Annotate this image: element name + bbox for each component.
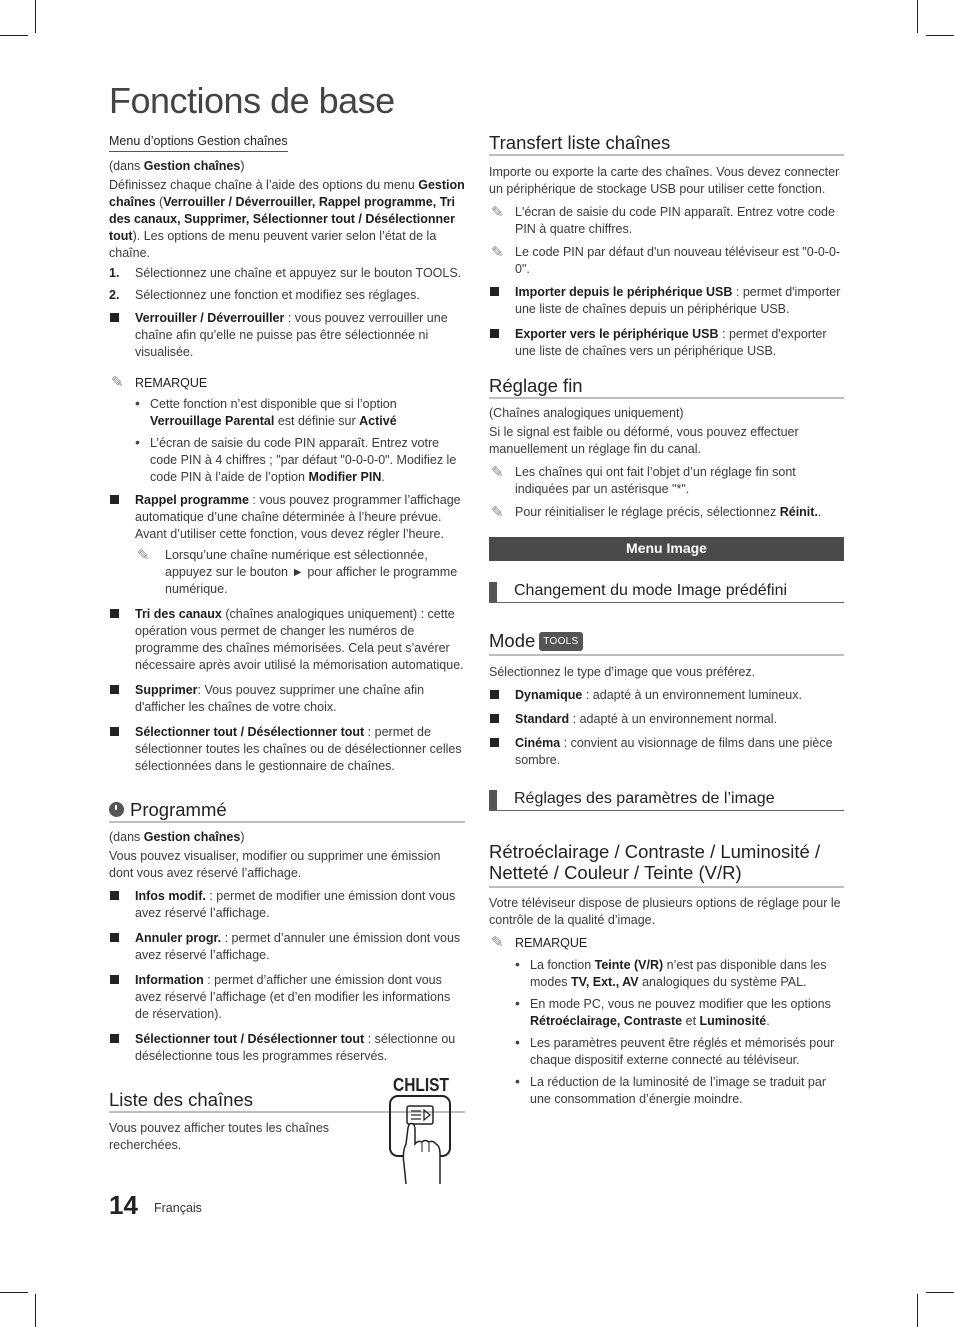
crop-mark [35, 0, 36, 33]
programme-intro: Vous pouvez visualiser, modifier ou supprimer une émission dont vous avez réservé l’affichage. [109, 849, 441, 880]
retro-heading: Rétroéclairage / Contraste / Luminosité / Netteté / Couleur / Teinte (V/R) [489, 841, 844, 888]
pencil-icon: ✎ [491, 204, 504, 221]
pencil-icon: ✎ [137, 547, 150, 564]
crop-mark [35, 1294, 36, 1327]
transfert-note: ✎ L'écran de saisie du code PIN apparaît. Entrez votre code PIN à quatre chiffres. [491, 204, 835, 236]
pencil-icon: ✎ [491, 244, 504, 261]
crop-mark [926, 1292, 954, 1293]
transfert-intro: Importe ou exporte la carte des chaînes. Vous devez connecter un périphérique de stockage USB pour utiliser cette fonction. [489, 165, 840, 196]
reglage-note: ✎ Les chaînes qui ont fait l’objet d’un réglage fin sont indiquées par un astérisque "*". [491, 464, 796, 496]
crop-mark [917, 1294, 918, 1327]
bullet-rappel: Rappel programme : vous pouvez programmer l’affichage automatique d’une chaîne déterminée à l’heure prévue. Avant d’utiliser cette fonction, vous devez régler l’heure. [109, 492, 465, 543]
menu-context: (dans Gestion chaînes) [109, 159, 245, 173]
mode-item: Cinéma : convient au visionnage de films dans une pièce sombre. [489, 735, 844, 769]
rappel-note: ✎ Lorsqu’une chaîne numérique est sélectionnée, appuyez sur le bouton ► pour afficher le programme numérique. [137, 547, 458, 596]
mode-heading: Mode TOOLS [489, 632, 844, 656]
reglage-context: (Chaînes analogiques uniquement) [489, 406, 684, 420]
mode-item: Dynamique : adapté à un environnement lumineux. [489, 687, 844, 704]
step-1: 1. Sélectionnez une chaîne et appuyez sur le bouton TOOLS. [109, 266, 462, 280]
transfert-note: ✎ Le code PIN par défaut d'un nouveau téléviseur est "0-0-0-0". [491, 244, 841, 276]
programme-context: (dans Gestion chaînes) [109, 830, 245, 844]
remarque-heading: ✎ REMARQUE [111, 374, 208, 391]
hand-icon [403, 1124, 440, 1185]
pencil-icon: ✎ [491, 934, 504, 951]
section-heading: Réglages des paramètres de l’image [489, 790, 844, 811]
note-bullet: • Les paramètres peuvent être réglés et mémorisés pour chaque dispositif externe connecté au téléviseur. [515, 1034, 835, 1067]
liste-text: Vous pouvez afficher toutes les chaînes recherchées. [109, 1121, 330, 1152]
menu-image-band: Menu Image [489, 537, 844, 561]
clock-icon [109, 802, 124, 817]
transfert-heading: Transfert liste chaînes [489, 134, 844, 156]
crop-mark [926, 35, 954, 36]
menu-intro: Définissez chaque chaîne à l’aide des options du menu Gestion chaînes (Verrouiller / Déverrouiller, Rappel programme, Tri des canaux, Supprimer, Sélectionner tout / Désélectionner tout). Les options de menu peuvent varier selon l’état de la chaîne. [109, 178, 465, 260]
crop-mark [0, 1292, 28, 1293]
page-language: Français [154, 1201, 202, 1215]
right-column [489, 131, 844, 1108]
chlist-label: CHLIST [393, 1075, 449, 1095]
programme-item: Information : permet d’afficher une émission dont vous avez réservé l’affichage (et d’en modifier les informations de réservation). [109, 972, 465, 1023]
note-bullet: • La réduction de la luminosité de l’image se traduit par une consommation d’énergie moindre. [515, 1073, 827, 1106]
mode-item: Standard : adapté à un environnement normal. [489, 711, 844, 728]
transfert-item: Exporter vers le périphérique USB : permet d'exporter une liste de chaînes vers un périphérique USB. [489, 326, 844, 360]
liste-heading: Liste des chaînes [109, 1091, 465, 1113]
note-bullet: • L’écran de saisie du code PIN apparaît. Entrez votre code PIN à 4 chiffres ; "par défaut "0-0-0-0". Modifiez le code PIN à l’aide de l’option Modifier PIN. [135, 434, 457, 484]
bullet-verrouiller: Verrouiller / Déverrouiller : vous pouvez verrouiller une chaîne afin qu’elle ne puisse pas être sélectionnée ni visualisée. [109, 310, 465, 361]
crop-mark [917, 0, 918, 33]
chlist-remote-illustration [384, 1072, 464, 1184]
pencil-icon: ✎ [491, 504, 504, 521]
note-bullet: • En mode PC, vous ne pouvez modifier que les options Rétroéclairage, Contraste et Luminosité. [515, 995, 831, 1028]
programme-item: Annuler progr. : permet d’annuler une émission dont vous avez réservé l’affichage. [109, 930, 465, 964]
crop-mark [0, 35, 28, 36]
reglage-heading: Réglage fin [489, 377, 844, 399]
pencil-icon: ✎ [491, 464, 504, 481]
programme-item: Infos modif. : permet de modifier une émission dont vous avez réservé l’affichage. [109, 888, 465, 922]
mode-intro: Sélectionnez le type d’image que vous préférez. [489, 665, 756, 679]
note-bullet: • La fonction Teinte (V/R) n’est pas disponible dans les modes TV, Ext., AV analogiques du système PAL. [515, 956, 827, 989]
programme-heading: Programmé [109, 801, 465, 823]
retro-intro: Votre téléviseur dispose de plusieurs options de réglage pour le contrôle de la qualité d’image. [489, 896, 841, 927]
bullet-supprimer: Supprimer: Vous pouvez supprimer une chaîne afin d'afficher les chaînes de votre choix. [109, 682, 465, 716]
note-bullet: • Cette fonction n’est disponible que si l’option Verrouillage Parental est définie sur Activé [135, 395, 397, 428]
pencil-icon: ✎ [111, 374, 124, 391]
page-number: 14 [109, 1190, 138, 1220]
section-heading: Changement du mode Image prédéfini [489, 582, 844, 603]
tools-badge: TOOLS [539, 632, 582, 651]
reglage-note: ✎ Pour réinitialiser le réglage précis, sélectionnez Réinit.. [491, 504, 822, 521]
transfert-item: Importer depuis le périphérique USB : permet d'importer une liste de chaînes depuis un périphérique USB. [489, 284, 844, 318]
step-2: 2. Sélectionnez une fonction et modifiez ses réglages. [109, 288, 420, 302]
reglage-intro: Si le signal est faible ou déformé, vous pouvez effectuer manuellement un réglage fin du canal. [489, 425, 799, 456]
page-title: Fonctions de base [109, 80, 395, 121]
remarque-heading: ✎ REMARQUE [491, 934, 588, 951]
bullet-selectionner: Sélectionner tout / Désélectionner tout : permet de sélectionner toutes les chaînes ou de désélectionner celles sélectionnées dans le gestionnaire de chaînes. [109, 724, 465, 775]
bullet-tri: Tri des canaux (chaînes analogiques uniquement) : cette opération vous permet de changer les numéros de programme des chaînes mémorisées. Cela peut s’avérer nécessaire après avoir utilisé la mémorisation automatique. [109, 606, 465, 674]
menu-options-heading: Menu d’options Gestion chaînes [109, 133, 288, 152]
programme-item: Sélectionner tout / Désélectionner tout : sélectionne ou désélectionne tous les programmes réservés. [109, 1031, 465, 1065]
left-column [109, 131, 465, 1154]
